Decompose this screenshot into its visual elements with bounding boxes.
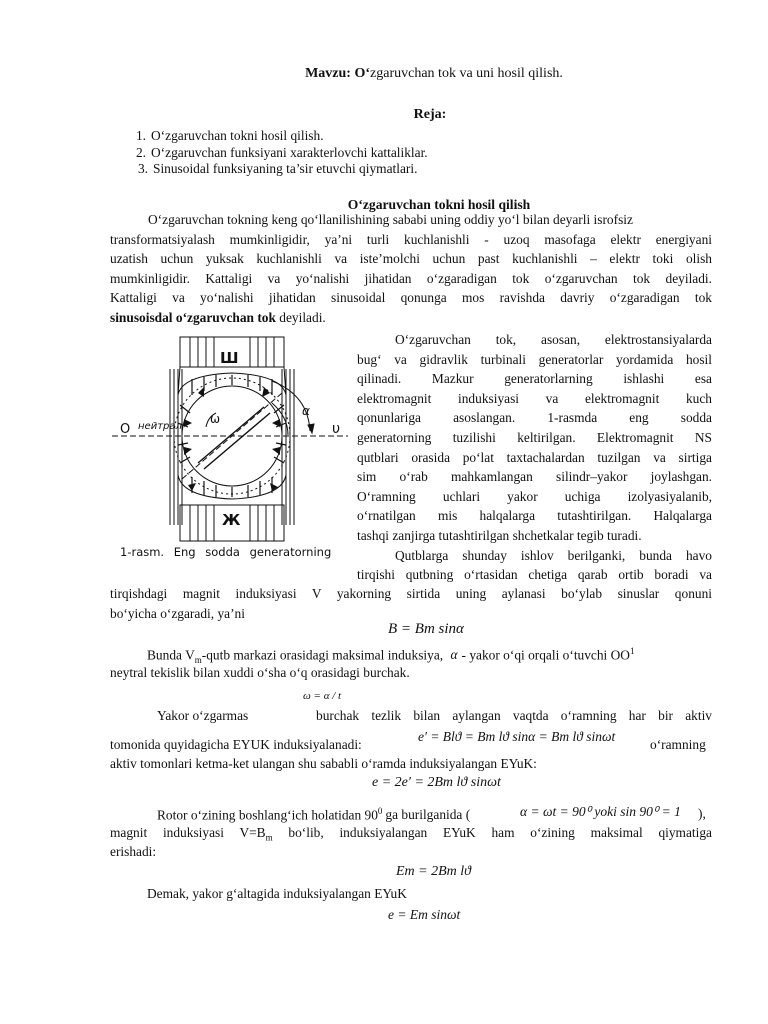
text-line: transformatsiyalash mumkinligidir, ya’ni turli kuchlanishli - uzoq masofaga elektr energiyani <box>110 231 712 247</box>
text-line: Yakor o‘zgarmas <box>157 708 249 723</box>
text-line: Rotor o‘zining boshlang‘ich holatidan $90^0$ ga burilganida ( <box>157 806 471 823</box>
text-fragment: magnit induksiyasi V=B <box>110 825 266 840</box>
text-line: bo‘yicha o‘zgaradi, ya’ni <box>110 605 245 621</box>
left-coil <box>170 369 182 525</box>
formula-text: ω = α / t <box>303 690 342 702</box>
label-bottom-pole: Ж <box>222 511 241 529</box>
alpha-symbol: α <box>450 647 458 663</box>
plan-item-text: O‘zgaruvchan funksiyani xarakterlovchi kattaliklar. <box>151 144 428 160</box>
label-alpha: α <box>302 404 310 418</box>
text-fragment: bo‘lib, induksiyalangan EYuK ham o‘zining maksimal qiymatiga <box>272 825 712 840</box>
formula-final: e = Em sinωt <box>388 907 461 922</box>
text-line: O‘zgaruvchan tokning keng qo‘llanilishining sababi uning oddiy yo‘l bilan deyarli isrofsiz <box>148 212 633 227</box>
label-top-pole: Ш <box>220 349 239 367</box>
text-line <box>110 308 712 328</box>
paragraph-induction <box>110 584 712 623</box>
text-line: qilinadi. Mazkur generatorlarning ishlashi esa <box>357 371 712 387</box>
text-fragment: -qutb markazi orasidagi maksimal induksiya, <box>201 647 444 663</box>
text-line: O‘zgaruvchan tok, asosan, elektrostansiyalarda <box>395 332 712 347</box>
figure-caption: 1-rasm. Eng sodda generatorning <box>120 545 332 559</box>
text-line: qutblari orasida po‘lat taxtachalardan tuzilgan va sirtiga <box>357 449 712 465</box>
title-bold: Mavzu: O‘ <box>305 66 371 81</box>
formula-text: B = Bm sinα <box>388 621 464 637</box>
generator-diagram <box>112 335 352 545</box>
plan-list <box>128 128 428 178</box>
text-line: Demak, yakor g‘altagida induksiyalangan EYuK <box>147 886 407 901</box>
label-neutral: нейтрал <box>138 421 182 432</box>
formula-b <box>388 621 464 638</box>
label-left: O <box>120 422 131 437</box>
title-rest: zgaruvchan tok va uni hosil qilish. <box>370 66 563 81</box>
label-velocity: υ <box>332 421 341 437</box>
plan-item-text: Sinusoidal funksiyaning ta’sir etuvchi qiymatlari. <box>153 161 418 176</box>
text-line: qonunlariga asoslangan. 1-rasmda eng sodda <box>357 410 712 426</box>
plan-item-number: 1. <box>135 128 146 143</box>
text-line: elektromagnit induksiyasi va elektromagnit kuch <box>357 390 712 406</box>
section-heading: O‘zgaruvchan tokni hosil qilish <box>347 197 531 212</box>
formula-em: Em = 2Bm lϑ <box>396 864 472 879</box>
text-line: neytral tekislik bilan xuddi o‘sha o‘q orasidagi burchak. <box>110 665 410 680</box>
formula-emf-side: e′ = Blϑ = Bm lϑ sinα = Bm lϑ sinωt <box>418 729 616 744</box>
text-line: O‘ramning uchlari yakor uchiga izolyasiyalanib, <box>357 488 712 504</box>
plan-item <box>128 128 428 145</box>
text-line: aktiv tomonlari ketma-ket ulangan shu sababli o‘ramda induksiyalangan EYuK: <box>110 756 537 771</box>
text-line: erishadi: <box>110 844 157 859</box>
text-line: bug‘ va gidravlik turbinali generatorlar yordamida hosil <box>357 351 712 367</box>
formula-emf-total: e = 2e′ = 2Bm lϑ sinωt <box>372 775 501 790</box>
text-line: uzatish uchun yuksak kuchlanishli va iste’molchi uchun past kuchlanishli – elektr toki olish <box>110 251 712 267</box>
text-fragment: ga burilganida ( <box>385 807 471 823</box>
text-fragment: deyiladi. <box>275 309 326 325</box>
text-line: o‘rnatilgan mis halqalarga tutashtirilgan. Halqalarga <box>357 508 712 524</box>
formula-condition: α = ωt = 90⁰ yoki sin 90⁰ = 1 <box>520 804 681 819</box>
label-omega: ω <box>210 412 221 426</box>
plan-item-text: O‘zgaruvchan tokni hosil qilish. <box>151 128 324 143</box>
text-line: sim o‘rab mahkamlangan silindr–yakor joylashgan. <box>357 469 712 485</box>
paragraph-generator <box>357 330 712 585</box>
text-line: burchak tezlik bilan aylangan vaqtda o‘ramning har bir aktiv <box>316 708 712 723</box>
plan-item <box>128 161 428 178</box>
text-line: Qutblarga shunday ishlov berilganki, bunda havo <box>395 547 712 563</box>
text-fragment: Rotor o‘zining boshlang‘ich holatidan 90 <box>157 807 378 823</box>
text-line: mumkinligidir. Kattaligi va yo‘nalishi jihatidan o‘zgaradigan tok o‘zgaruvchan tok deyiladi. <box>110 270 712 286</box>
text-line: tirqishdagi magnit induksiyasi V yakorning sirtida uning aylanasi bo‘ylab sinuslar qonuni <box>110 586 712 601</box>
text-line: tomonida quyidagicha EYUK induksiyalanadi: <box>110 737 362 752</box>
bold-term: sinusoisdal o‘zgaruvchan tok <box>110 309 276 325</box>
paragraph-intro <box>110 210 712 328</box>
text-line: o‘ramning <box>650 737 706 752</box>
text-fragment: ), <box>698 806 706 821</box>
text-line: tirqishi qutbning o‘rtasidan chetiga qarab ortib boradi va <box>357 567 712 583</box>
text-line: Kattaligi va yo‘nalishi jihatidan sinusoidal qonunga mos ravishda davriy o‘zgaradigan tok <box>110 290 712 306</box>
plan-item-number: 2. <box>135 144 146 160</box>
page-title <box>0 66 768 82</box>
text-line: tashqi zanjirga tutashtirilgan shchetkalar tegib turadi. <box>357 527 642 543</box>
text-fragment: Bunda V <box>147 647 195 663</box>
plan-item <box>128 145 428 162</box>
text-line: generatorning tuzilishi keltirilgan. Elektromagnit NS <box>357 429 712 445</box>
text-line: Bunda $V_m$-qutb markazi orasidagi maksimal induksiya, α - yakor o‘qi orqali o‘tuvchi $OO^1$ <box>147 646 635 666</box>
text-fragment: - yakor o‘qi orqali o‘tuvchi OO <box>461 647 630 663</box>
plan-heading: Reja: <box>413 107 447 122</box>
text-line: magnit induksiyasi $V=B_m$ bo‘lib, induksiyalangan EYuK ham o‘zining maksimal qiymatiga <box>110 825 712 843</box>
formula-omega <box>303 688 341 703</box>
plan-item-number: 3. <box>137 161 148 176</box>
